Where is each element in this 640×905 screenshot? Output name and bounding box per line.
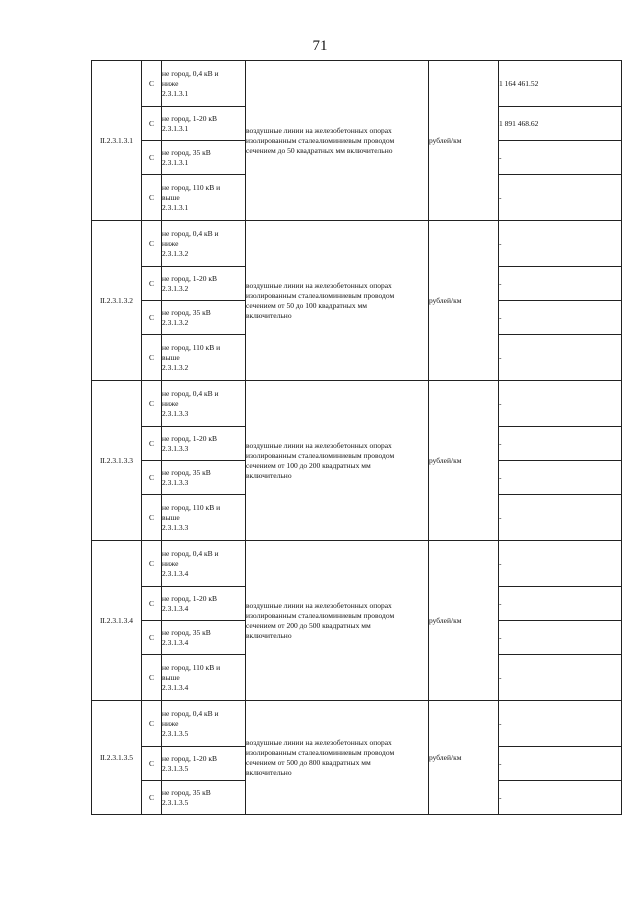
tariff-value-cell xyxy=(499,141,622,175)
table-row xyxy=(92,61,622,107)
voltage-level-cell xyxy=(162,221,246,267)
voltage-level-cell-text: не город, 35 кВ 2.3.1.3.2 xyxy=(162,307,211,327)
category-letter-cell-text: С xyxy=(148,192,154,202)
category-letter-cell xyxy=(142,107,162,141)
tariff-value-cell-text: - xyxy=(499,718,502,728)
voltage-level-cell-text: не город, 1-20 кВ 2.3.1.3.3 xyxy=(162,433,217,453)
tariff-value-cell xyxy=(499,301,622,335)
tariff-value-cell-text: - xyxy=(499,598,502,608)
tariff-code-cell-text: II.2.3.1.3.5 xyxy=(99,752,134,762)
category-letter-cell-text: С xyxy=(148,718,154,728)
tariff-value-cell-text: - xyxy=(499,632,502,642)
category-letter-cell-text: С xyxy=(148,238,154,248)
tariff-value-cell-text: - xyxy=(499,792,502,802)
category-letter-cell-text: С xyxy=(148,352,154,362)
table-row xyxy=(92,541,622,587)
category-letter-cell-text: С xyxy=(148,512,154,522)
tariff-value-cell xyxy=(499,335,622,381)
tariff-value-cell xyxy=(499,107,622,141)
category-letter-cell xyxy=(142,587,162,621)
category-letter-cell xyxy=(142,175,162,221)
voltage-level-cell-text: не город, 110 кВ и выше 2.3.1.3.1 xyxy=(162,182,221,212)
tariff-value-cell xyxy=(499,221,622,267)
voltage-level-cell xyxy=(162,107,246,141)
voltage-level-cell xyxy=(162,301,246,335)
voltage-level-cell-text: не город, 35 кВ 2.3.1.3.5 xyxy=(162,787,211,807)
line-description-cell xyxy=(246,701,429,815)
unit-cell-text: рублей/км xyxy=(429,615,462,625)
voltage-level-cell xyxy=(162,175,246,221)
tariff-value-cell xyxy=(499,701,622,747)
category-letter-cell-text: С xyxy=(148,78,154,88)
line-description-cell xyxy=(246,541,429,701)
tariff-value-cell-text: - xyxy=(499,558,502,568)
unit-cell xyxy=(429,701,499,815)
voltage-level-cell xyxy=(162,655,246,701)
category-letter-cell xyxy=(142,427,162,461)
table-row xyxy=(92,701,622,747)
tariff-value-cell xyxy=(499,381,622,427)
line-description-cell-text: воздушные линии на железобетонных опорах изолированным сталеалюминиевым проводом сечением от 100 до 200 квадратных мм включительно xyxy=(246,440,395,480)
category-letter-cell-text: С xyxy=(148,672,154,682)
tariff-code-cell xyxy=(92,61,142,221)
line-description-cell-text: воздушные линии на железобетонных опорах изолированным сталеалюминиевым проводом сечением от 50 до 100 квадратных мм включительно xyxy=(246,280,395,320)
tariff-code-cell-text: II.2.3.1.3.1 xyxy=(99,135,134,145)
tariff-value-cell-text: - xyxy=(499,312,502,322)
category-letter-cell xyxy=(142,541,162,587)
voltage-level-cell xyxy=(162,141,246,175)
category-letter-cell-text: С xyxy=(148,152,154,162)
category-letter-cell xyxy=(142,267,162,301)
category-letter-cell xyxy=(142,655,162,701)
tariff-code-cell xyxy=(92,541,142,701)
voltage-level-cell-text: не город, 0,4 кВ и ниже 2.3.1.3.2 xyxy=(162,228,219,258)
tariff-value-cell-text: 1 164 461.52 xyxy=(499,78,539,88)
table-row xyxy=(92,381,622,427)
tariff-code-cell-text: II.2.3.1.3.3 xyxy=(99,455,134,465)
tariff-value-cell xyxy=(499,541,622,587)
category-letter-cell-text: С xyxy=(148,632,154,642)
category-letter-cell-text: С xyxy=(148,278,154,288)
category-letter-cell-text: С xyxy=(148,312,154,322)
tariff-value-cell xyxy=(499,621,622,655)
tariff-code-cell xyxy=(92,701,142,815)
category-letter-cell-text: С xyxy=(148,792,154,802)
tariff-table xyxy=(91,60,622,815)
tariff-value-cell xyxy=(499,747,622,781)
voltage-level-cell xyxy=(162,621,246,655)
line-description-cell-text: воздушные линии на железобетонных опорах изолированным сталеалюминиевым проводом сечением от 500 до 800 квадратных мм включительно xyxy=(246,737,395,777)
category-letter-cell-text: С xyxy=(148,118,154,128)
tariff-value-cell-text: - xyxy=(499,472,502,482)
category-letter-cell xyxy=(142,621,162,655)
voltage-level-cell xyxy=(162,61,246,107)
voltage-level-cell xyxy=(162,335,246,381)
page-number: 71 xyxy=(312,38,328,54)
voltage-level-cell xyxy=(162,461,246,495)
voltage-level-cell-text: не город, 110 кВ и выше 2.3.1.3.3 xyxy=(162,502,221,532)
category-letter-cell xyxy=(142,495,162,541)
category-letter-cell-text: С xyxy=(148,558,154,568)
voltage-level-cell-text: не город, 35 кВ 2.3.1.3.4 xyxy=(162,627,211,647)
category-letter-cell-text: С xyxy=(148,598,154,608)
voltage-level-cell-text: не город, 1-20 кВ 2.3.1.3.5 xyxy=(162,753,217,773)
unit-cell xyxy=(429,381,499,541)
unit-cell-text: рублей/км xyxy=(429,135,462,145)
tariff-value-cell xyxy=(499,267,622,301)
tariff-value-cell-text: - xyxy=(499,352,502,362)
tariff-value-cell-text: - xyxy=(499,192,502,202)
voltage-level-cell-text: не город, 35 кВ 2.3.1.3.3 xyxy=(162,467,211,487)
tariff-code-cell xyxy=(92,221,142,381)
voltage-level-cell-text: не город, 0,4 кВ и ниже 2.3.1.3.3 xyxy=(162,388,219,418)
voltage-level-cell-text: не город, 35 кВ 2.3.1.3.1 xyxy=(162,147,211,167)
table-row xyxy=(92,221,622,267)
voltage-level-cell xyxy=(162,587,246,621)
voltage-level-cell xyxy=(162,267,246,301)
category-letter-cell xyxy=(142,301,162,335)
tariff-code-cell xyxy=(92,381,142,541)
tariff-value-cell-text: - xyxy=(499,278,502,288)
tariff-value-cell-text: - xyxy=(499,758,502,768)
voltage-level-cell-text: не город, 0,4 кВ и ниже 2.3.1.3.1 xyxy=(162,68,219,98)
category-letter-cell xyxy=(142,747,162,781)
category-letter-cell-text: С xyxy=(148,758,154,768)
line-description-cell-text: воздушные линии на железобетонных опорах изолированным сталеалюминиевым проводом сечением от 200 до 500 квадратных мм включительно xyxy=(246,600,395,640)
voltage-level-cell-text: не город, 110 кВ и выше 2.3.1.3.2 xyxy=(162,342,221,372)
voltage-level-cell-text: не город, 110 кВ и выше 2.3.1.3.4 xyxy=(162,662,221,692)
category-letter-cell xyxy=(142,701,162,747)
voltage-level-cell-text: не город, 1-20 кВ 2.3.1.3.1 xyxy=(162,113,217,133)
tariff-value-cell-text: - xyxy=(499,152,502,162)
category-letter-cell xyxy=(142,381,162,427)
voltage-level-cell-text: не город, 0,4 кВ и ниже 2.3.1.3.5 xyxy=(162,708,219,738)
tariff-value-cell-text: - xyxy=(499,238,502,248)
line-description-cell xyxy=(246,61,429,221)
category-letter-cell xyxy=(142,781,162,815)
unit-cell xyxy=(429,61,499,221)
voltage-level-cell xyxy=(162,781,246,815)
voltage-level-cell-text: не город, 1-20 кВ 2.3.1.3.2 xyxy=(162,273,217,293)
category-letter-cell xyxy=(142,141,162,175)
unit-cell-text: рублей/км xyxy=(429,455,462,465)
voltage-level-cell xyxy=(162,747,246,781)
voltage-level-cell xyxy=(162,541,246,587)
voltage-level-cell xyxy=(162,427,246,461)
voltage-level-cell-text: не город, 1-20 кВ 2.3.1.3.4 xyxy=(162,593,217,613)
category-letter-cell xyxy=(142,221,162,267)
tariff-value-cell xyxy=(499,587,622,621)
tariff-value-cell xyxy=(499,175,622,221)
category-letter-cell xyxy=(142,461,162,495)
tariff-table-body xyxy=(92,61,622,815)
voltage-level-cell xyxy=(162,701,246,747)
tariff-code-cell-text: II.2.3.1.3.4 xyxy=(99,615,134,625)
category-letter-cell-text: С xyxy=(148,438,154,448)
line-description-cell xyxy=(246,221,429,381)
category-letter-cell-text: С xyxy=(148,472,154,482)
voltage-level-cell xyxy=(162,495,246,541)
category-letter-cell xyxy=(142,335,162,381)
tariff-value-cell xyxy=(499,495,622,541)
unit-cell-text: рублей/км xyxy=(429,295,462,305)
voltage-level-cell xyxy=(162,381,246,427)
tariff-value-cell-text: 1 891 468.62 xyxy=(499,118,539,128)
category-letter-cell xyxy=(142,61,162,107)
tariff-value-cell-text: - xyxy=(499,512,502,522)
tariff-value-cell xyxy=(499,427,622,461)
tariff-value-cell xyxy=(499,61,622,107)
unit-cell xyxy=(429,541,499,701)
voltage-level-cell-text: не город, 0,4 кВ и ниже 2.3.1.3.4 xyxy=(162,548,219,578)
tariff-value-cell xyxy=(499,781,622,815)
unit-cell-text: рублей/км xyxy=(429,752,462,762)
unit-cell xyxy=(429,221,499,381)
tariff-value-cell-text: - xyxy=(499,438,502,448)
tariff-value-cell-text: - xyxy=(499,672,502,682)
tariff-code-cell-text: II.2.3.1.3.2 xyxy=(99,295,134,305)
line-description-cell xyxy=(246,381,429,541)
line-description-cell-text: воздушные линии на железобетонных опорах изолированным сталеалюминиевым проводом сечением до 50 квадратных мм включительно xyxy=(246,125,395,155)
tariff-value-cell xyxy=(499,461,622,495)
tariff-value-cell xyxy=(499,655,622,701)
category-letter-cell-text: С xyxy=(148,398,154,408)
tariff-value-cell-text: - xyxy=(499,398,502,408)
